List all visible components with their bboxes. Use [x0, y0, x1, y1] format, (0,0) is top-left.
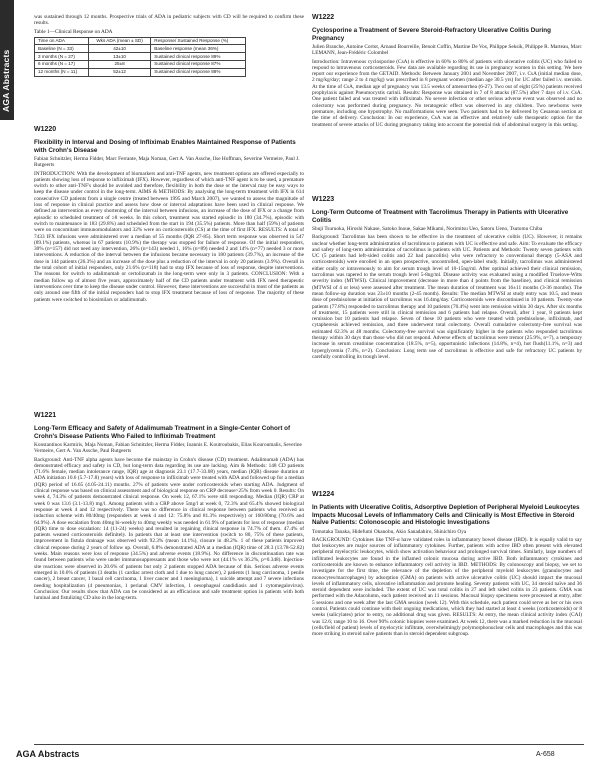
abstract-title: Long-Term Efficacy and Safety of Adalimumab Treatment in a Single-Center Cohort of Crohn's Disease Patients Who Failed to Infliximab Treatment	[34, 425, 291, 440]
table-row	[35, 53, 246, 61]
abstract-authors: Fabian Schnitzler, Herma Fidder, Marc Ferrante, Maja Noman, Gert A. Van Assche, Ilse Hoffman, Severine Vermeire, Paul J. Rutgeerts	[34, 156, 300, 169]
footer-journal-title: AGA Abstracts	[16, 749, 80, 759]
section-side-tab	[0, 0, 14, 120]
abstract-w1222	[312, 14, 582, 128]
abstract-body: Background: Anti-TNF alpha agents have become the mainstay in Crohn's disease (CD) treatment. Adalimumab (ADA) has demonstrated efficacy and safety in CD, but long-term data regarding its use are lacking. Aim & Methods: 148 CD patients (71.6% female, median intolerance range, IQR) age at diagnosis 23.1 (17.7-33.08) years, median (IQR) disease duration at ADA initiation 10.6 (5.7-17.8) years) with loss of response to infliximab were treated with ADA and followed up for a median (IQR) period of 16.65 (4.05-24.11) months. 27% of patients were under corticosteroids when starting ADA. Judgment of clinical response was based on clinical assessment and of biological response on CRP decrease>25% from week 0. Results: On week 4, 74.3% of patients demonstrated clinical response. On week 12, 67.1% were still responding. Median (IQR) CRP at week 0 was 13.6 (3.1-13.8) mg/l. Among patients with a CRP above 5mg/l at week 0, 72.3% and 65.4% showed biological response at week 4 and 12 respectively. There was no difference in clinical response between patients who received an induction scheme with 80/40mg (responders at week 4 and 12: 75.8% and 81.3% respectively) or 160/80mg (70.6% and 64.9%). A dose escalation from 40mg bi-weekly to 40mg weekly was needed in 61.9% of patients for loss of response (median (IQR) time to dose escalation: 14 (11-24) weeks) and resulted in regaining clinical response in 74.7% of them. 47.4% of patients weaned corticosteroids definitely. In patients that at least one intervention (switch to 80, 75% of these patients, improvement in fistula drainage was observed with 92.3% (mean 14.1%), closure in 48.2%. 1 of these patients improved clinical response during 2 years of follow up. Overall, 6.8% demonstrated ADA at a median (IQR) time of 28.3 (13.78-52.82) weeks. Main reasons were loss of response (34.5%) and adverse events (18.9%). No difference in discontinuation rate was found between patients who were under immunosuppressants and those who were not (44.1% vs 36.2%, p=0.348). Injection-site reactions were observed in 20.6% of patients but only 2 patients stopped ADA because of this. Serious adverse events emerged in 10.6% of patients (3 deaths (1 cardiac arrest cloth and 1 due to lung cancer), 2 patients (1 lung carcinoma, 1 penile cancer), 2 breast cancer, 1 basal cell carcinoma, 1 liver cancer and 1 meningioma), 1 suicide attempt and 7 severe infections needing hospitalization (4 pneumonias, 1 perianal CMV infection, 1 oesophageal candidiasis and 1 cytomegalovirus). Conclusion: Our results show that ADA can be considered as an efficacious and safe treatment option in patients with both luminal and fistulizing CD also in the long-term.	[34, 456, 304, 602]
table-header: Response/ Sustained Response (%)	[151, 37, 246, 45]
table-cell: Baseline (N = 33)	[35, 45, 89, 53]
abstract-authors: Konstantinos Karmiris, Maja Noman, Fabian Schnitzler, Herma Fidder, Ioannis E. Koutroubakis, Elias Kouroumalis, Severine Vermeire, Gert A. Van Assche, Paul Rutgeerts	[34, 442, 302, 455]
table-header: Time on ADA	[35, 37, 89, 45]
abstract-id: W1221	[34, 412, 57, 419]
abstract-body: INTRODUCTION: With the development of biomarkers and anti-TNF agents, new treatment options are offered especially to patients showing loss of response to infliximab (IFX). However, regardless of which anti-TNF agent is to be used, a premature switch to other anti-TNF's should be avoided and therefore, flexibility in both the dose or the interval may be easy ways to keep the disease under control in the long-term. AIMS & METHODS: By analysing the long-term treatment with IFX in 614 consecutive CD patients from a single centre (treated between 1995 and March 2007), we wanted to assess the magnitude of loss of response in clinical practice and assess how dose or interval adaptations have been used in clinical response. We defined an intervention as every shortening of the interval between infusions, an increase of the dose of IFX or a change from episodic to scheduled treatment of ≥8 weeks. In this cohort, treatment was started episodic in 180 (34.7%), episodic with switch to maintenance in 183 (29.8%) and scheduled from the start in 194 (35.5%) patients. More than half (59%) of patients were on concomitant immunomodulators and 32% were on corticosteroids (CS) at the time of first IFX. RESULTS: A total of 7433 IFX infusions were administered over a median of 55 months (IQR 27-85). Short term response was observed in 547 (89.1%) patients, whereas in 67 patients (10.9%) the therapy was stopped for failure of response. Of the initial responders, 30% (n=157) did not need any intervention, 26% (n=143) needed 1, 16% (n=89) needed 2 and 14% (n=77) needed 3 or more interventions. A reduction of the interval between the infusions became necessary in 180 patients (39.7%), an increase of the dose in 144 patients (26.3%) and an increase of the dose plus a reduction of the interval in only 20 patients (3.9%). Overall in the total cohort of initial responders, only 21.6% (n=118) had to stop IFX because of loss of response, despite interventions. The reasons for switch to adalimumab or certolizumab in the long-term were only in 3 patients. CONCLUSION: With a median follow up of almost five years, approximately half of the CD patients under treatment with IFX need therapeutic interventions over time to keep the disease under control. However, these interventions are successful in most of the patients as only around one fifth of the initial responders had to stop IFX treatment because of loss of response. The majority of these patients were switched to biosimilars or adalimumab.	[34, 170, 304, 303]
abstract-id: W1224	[312, 491, 335, 498]
table-row	[35, 68, 246, 76]
abstract-authors: Shuji Tsuruoka, Hiroshi Nakase, Satoko Inoue, Sakae Mikami, Norimitsu Ueo, Satoru Ueno, Tsutomu Chiba	[312, 226, 543, 232]
abstract-w1223	[312, 196, 582, 360]
abstract-body: Background: Tacrolimus has been shown to be effective in the treatment of ulcerative colitis (UC). However, it remains unclear whether long-term administration of tacrolimus to patients with UC is effective and safe. Aim: To evaluate the efficacy and safety of long-term administration of tacrolimus in patients with UC. Patients and Methods: Twenty seven patients with UC (5 patients had left-sided colitis and 22 had pancolitis) who were refractory to conventional therapy (5-ASA and corticosteroids) were enrolled in an open prospective, uncontrolled, open-label study. Initially, tacrolimus was administered either orally or intravenously to aim for serum trough level of 10-15ng/ml. After optimal achieved their clinical remission, tacrolimus was tapered to the serum trough level 5-8ng/ml. Disease activity was evaluated using a modified Truelove-Witts severity index (MTWSI). Clinical improvement (decrease in more than 4 points from the baseline), and clinical remission (MTWSI of 4 or less) were assessed after treatment. The mean duration of treatment was 16±11 months (3-36 months). The mean follow-up duration was 23±10 months (2-45 month). Results: The median MTWSI at study entry was 10.5, and mean dose of prednisolone at initiation of tacrolimus was 16.4mg/day. Corticosteroids were discontinued in 10 patients. Twenty-one patients (77.8%) responded to tacrolimus therapy and 10 patients (70.4%) went into remission within 30 days. After six months of treatment, 15 patients were still in clinical remission and 6 patients had relapse. Overall, after 1 year, 8 patients kept remission but 10 patients had relapse. Seven of these 10 patients who were treated with prednisolone, infliximab, and cytapheresis achieved remission, and three underwent total colectomy. Overall cumulative colectomy-free survival was estimated 62.3% at 48 months. Colectomy-free survival was significantly higher in the patients who responded tacrolimus therapy within 30 days than those who did not respond. Adverse effects of tacrolimus were tremor (25.9%, n=7), a temporary increase in serum creatinine concentration (18.5%, n=5), opportunistic infections (14.8%, n=4), hot flush(11.1%, n=3) and hyperglycemia (7.4%, n=2). Conclusion: Long term use of tacrolimus is effective and safe for refractory UC patients by carefully controlling its trough level.	[312, 234, 582, 360]
table-cell: Sustained clinical response 87%	[151, 60, 246, 68]
abstract-w1221	[34, 412, 304, 601]
abstract-body: BACKGROUND: Cytokines like TNF-α have validated roles in inflammatory bowel disease (IBD). It is equally valid to say that leukocytes are major sources of inflammatory cytokines. Further, patients with active IBD often present with elevated peripheral myelocytic leukocytes, which show activation behaviour and prolonged survival times. Similarly, large numbers of infiltrated leukocytes are found in the inflamed colonic mucosa during active IBD. Both inflammatory cytokines and corticosteroids are known to enhance inflammatory cell activity in IBD. METHODS: By colonoscopy and biopsy, we set to investigate for the first time, the relevance of the depletion of the peripheral myeloid leukocytes (granulocytes and monocytes/macrophages) by adsorption (GMA) on patients with active ulcerative colitis (UC) should impact the mucosal levels of inflammatory cells, ulcerative inflammation and promote healing. Seventy patients with UC, 34 steroid naïve and 36 steroid dependent were included. The extent of UC was total colitis in 27 and left sided colitis in 23 patients. GMA was performed with the Adacolumn, each patient received an 11 sessions. Mucosal biopsy specimens were processed at entry, after 5 sessions and one week after the last GMA session (week 12). With this schedule, each patient could serve as her or his own control. Patients could continue with their ongoing medications, which they had started at least 4 weeks (corticosteroids) or 8 weeks (salicylates) prior to entry, no additional drug was given. RESULTS: At entry, the mean clinical activity index (CAI) was 12.6; range 10 to 16. Over 90% colonic biopsies were examined. At week 12, there was a marked reduction in the mucosal (cells/field of patient) levels of myelocytic infiltrate, overwhelmingly polymorphonuclear cells and macrophages and this was more striking in steroid naïve patients than in steroid dependent subgroup.	[312, 536, 582, 638]
table-cell: Baseline response (mean 36%)	[151, 45, 246, 53]
abstract-id: W1220	[34, 126, 57, 133]
abstract-authors: Julien Branche, Antoine Cortot, Arnaud Bourreille, Benoit Coffin, Martine De Vos, Philippe Seksik, Philippe R. Marteau, Marc LEMANN, Jean-Frédéric Colombel	[312, 44, 582, 57]
table-cell: 25±8	[88, 60, 150, 68]
table-row	[35, 45, 246, 53]
continued-text: was sustained through 12 months. Prospective trials of ADA in pediatric subjects with CD will be required to confirm these results.	[34, 14, 304, 27]
table-header-row	[35, 37, 246, 45]
clinical-response-table	[34, 37, 246, 77]
abstract-id: W1223	[312, 196, 335, 203]
abstract-title: Long-Term Outcome of Treatment with Tacrolimus Therapy in Patients with Ulcerative Colitis	[312, 209, 569, 224]
abstract-authors: Tomotaka Tanaka, Hidefumi Okanobu, Akio Sanadahiro, Shinichiro Oya	[312, 528, 467, 535]
abstract-title: In Patients with Ulcerative Colitis, Adsorptive Depletion of Peripheral Myeloid Leukocytes Impacts Mucosal Levels of Inflammatory Cells and Clinically is Most Effective in Steroid Naïve Patients: Colonoscopic and Histologic Investigations	[312, 504, 580, 526]
table-cell: Sustained clinical response 89%	[151, 53, 246, 61]
table-cell: 3 months (N = 27)	[35, 53, 89, 61]
table-header: Wks ADA (mean ± SD)	[88, 37, 150, 45]
table-cell: 52±12	[88, 68, 150, 76]
table-row	[35, 60, 246, 68]
table-title: Table 1—Clinical Response on ADA	[34, 28, 113, 35]
continued-abstract	[34, 14, 304, 77]
abstract-w1224	[312, 491, 582, 638]
table-cell: 12 months (N = 11)	[35, 68, 89, 76]
abstract-id: W1222	[312, 14, 335, 21]
side-tab-label: AGA Abstracts	[1, 49, 11, 112]
abstract-title: Cyclosporine a Treatment of Severe Steroid-Refractory Ulcerative Colitis During Pregnancy	[312, 27, 552, 42]
footer-page-number: A-658	[536, 751, 555, 758]
table-cell: Sustained clinical response 88%	[151, 68, 246, 76]
abstract-body: Introduction: Intravenous cyclosporine (CsA) is effective in 60% to 80% of patients with ulcerative colitis (UC) who failed to respond to intravenous corticosteroids. Few data are available regarding its use in pregnancy women in this setting. We here report our experience from the GETAID. Methods: Between January 2001 and November 2007, i.v. CsA (initial median dose, 2 mg/kg/day; range 2 to 4 mg/kg) was prescribed in 8 pregnant women (median age 30.5 yrs) for UC after failed i.v. steroids. At the time of CsA, median age of pregnancy was 13.5 weeks of amenorrhea (6-27). Two out of eight (25%) patients received prophylaxis against Pneumocystis carinii. Results: Response was obtained in 7 of 8 attacks (87.5%) after 7 days of i.v. CsA. One patient failed and was treated with infliximab. No severe infection or other serious adverse event was observed and no colectomy was performed during pregnancy. No teratogenic effect was observed in any children. Two newborns were premature, including one hypotrophy. No malformations were seen. Two patients had to be delivered by Cesarean section at the time of delivery. Conclusion: In our experience, CsA was an effective and relatively safe therapeutic option for the treatment of severe attacks of UC during pregnancy taking into account the potential risk of abdominal surgery in this setting.	[312, 58, 582, 128]
table-cell: 6 months (N = 17)	[35, 60, 89, 68]
table-cell: 42±10	[88, 45, 150, 53]
abstract-title: Flexibility in Interval and Dosing of Infliximab Enables Maintained Response of Patients with Crohn's Disease	[34, 139, 296, 154]
table-cell: 13±10	[88, 53, 150, 61]
abstract-w1220	[34, 126, 304, 303]
footer-divider	[34, 744, 584, 745]
